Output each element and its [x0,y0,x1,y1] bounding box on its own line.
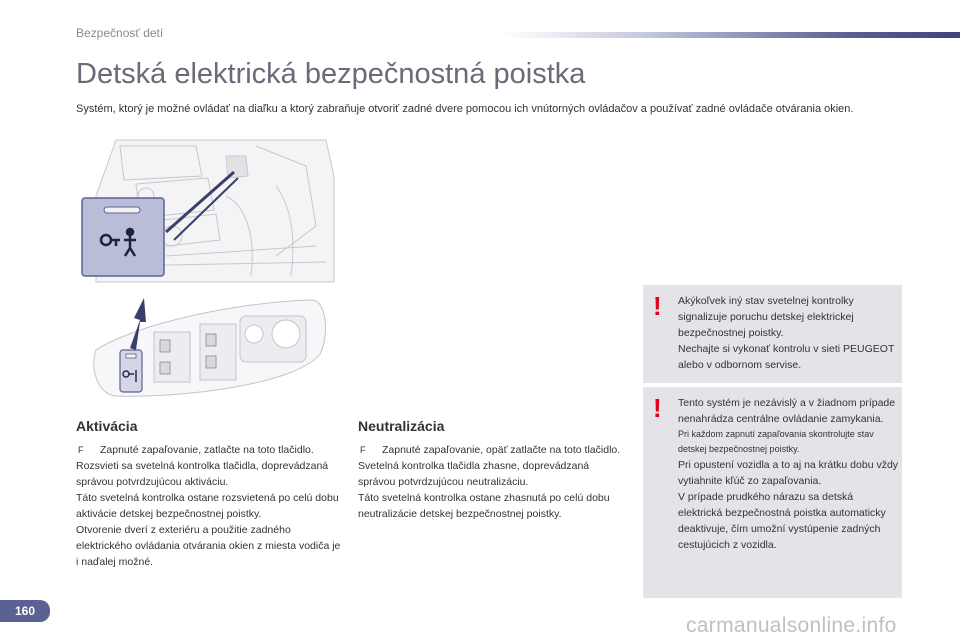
activation-text [76,442,342,570]
neutralization-line: Svetelná kontrolka tlačidla zhasne, doprevádzaná správou potvrdzujúcou neutralizáciu. [358,460,590,488]
neutralization-line: Táto svetelná kontrolka ostane zhasnutá po celú dobu neutralizácie detskej bezpečnostnej poistky. [358,492,610,520]
activation-heading: Aktivácia [76,418,138,434]
activation-line: Rozsvieti sa svetelná kontrolka tlačidla, doprevádzaná správou potvrdzujúcou aktiváciu. [76,460,329,488]
page-number: 160 [0,600,50,622]
warning-line: Pri opustení vozidla a to aj na krátku dobu vždy vytiahnite kľúč zo zapaľovania. [678,459,899,487]
bullet-mark: F [360,445,366,455]
section-label: Bezpečnosť detí [76,26,164,40]
neutralization-text [358,442,623,522]
neutralization-step-text: Zapnuté zapaľovanie, opäť zatlačte na toto tlačidlo. [382,444,621,456]
warning-icon: ! [653,393,662,423]
activation-line: Otvorenie dverí z exteriéru a použitie zadného elektrického ovládania otvárania okien z miesta vodiča je i naďalej možné. [76,524,341,568]
activation-step-text: Zapnuté zapaľovanie, zatlačte na toto tlačidlo. [100,444,314,456]
warning-text [678,293,900,373]
warning-icon: ! [653,291,662,321]
watermark: carmanualsonline.info [686,614,897,637]
neutralization-step [358,442,623,458]
warning-box [643,387,902,598]
intro-text: Systém, ktorý je možné ovládať na diaľku a ktorý zabraňuje otvoriť zadné dvere pomocou ich vnútorných ovládačov a používať zadné ovládače otvárania okien. [76,103,854,115]
activation-line: Táto svetelná kontrolka ostane rozsvietená po celú dobu aktivácie detskej bezpečnostnej poistky. [76,492,339,520]
warning-line: Pri každom zapnutí zapaľovania skontrolujte stav detskej bezpečnostnej poistky. [678,429,874,454]
bullet-mark: F [78,445,84,455]
warning-line: Nechajte si vykonať kontrolu v sieti PEUGEOT alebo v odbornom servise. [678,343,895,371]
warning-text [678,395,900,553]
warning-line: Tento systém je nezávislý a v žiadnom prípade nenahrádza centrálne ovládanie zamykania. [678,397,896,425]
page-title: Detská elektrická bezpečnostná poistka [76,58,586,90]
activation-step [76,442,342,458]
warning-line: V prípade prudkého nárazu sa detská elektrická bezpečnostná poistka automaticky deaktivuje, čím umožní vystúpenie zadných cestujúcich z vozidla. [678,491,886,551]
door-panel-illustration [76,294,332,404]
dashboard-illustration [76,136,338,286]
neutralization-heading: Neutralizácia [358,418,445,434]
warning-line: Akýkoľvek iný stav svetelnej kontrolky signalizuje poruchu detskej elektrickej bezpečnostnej poistky. [678,295,854,339]
warning-box [643,285,902,383]
header-bar [500,32,960,38]
